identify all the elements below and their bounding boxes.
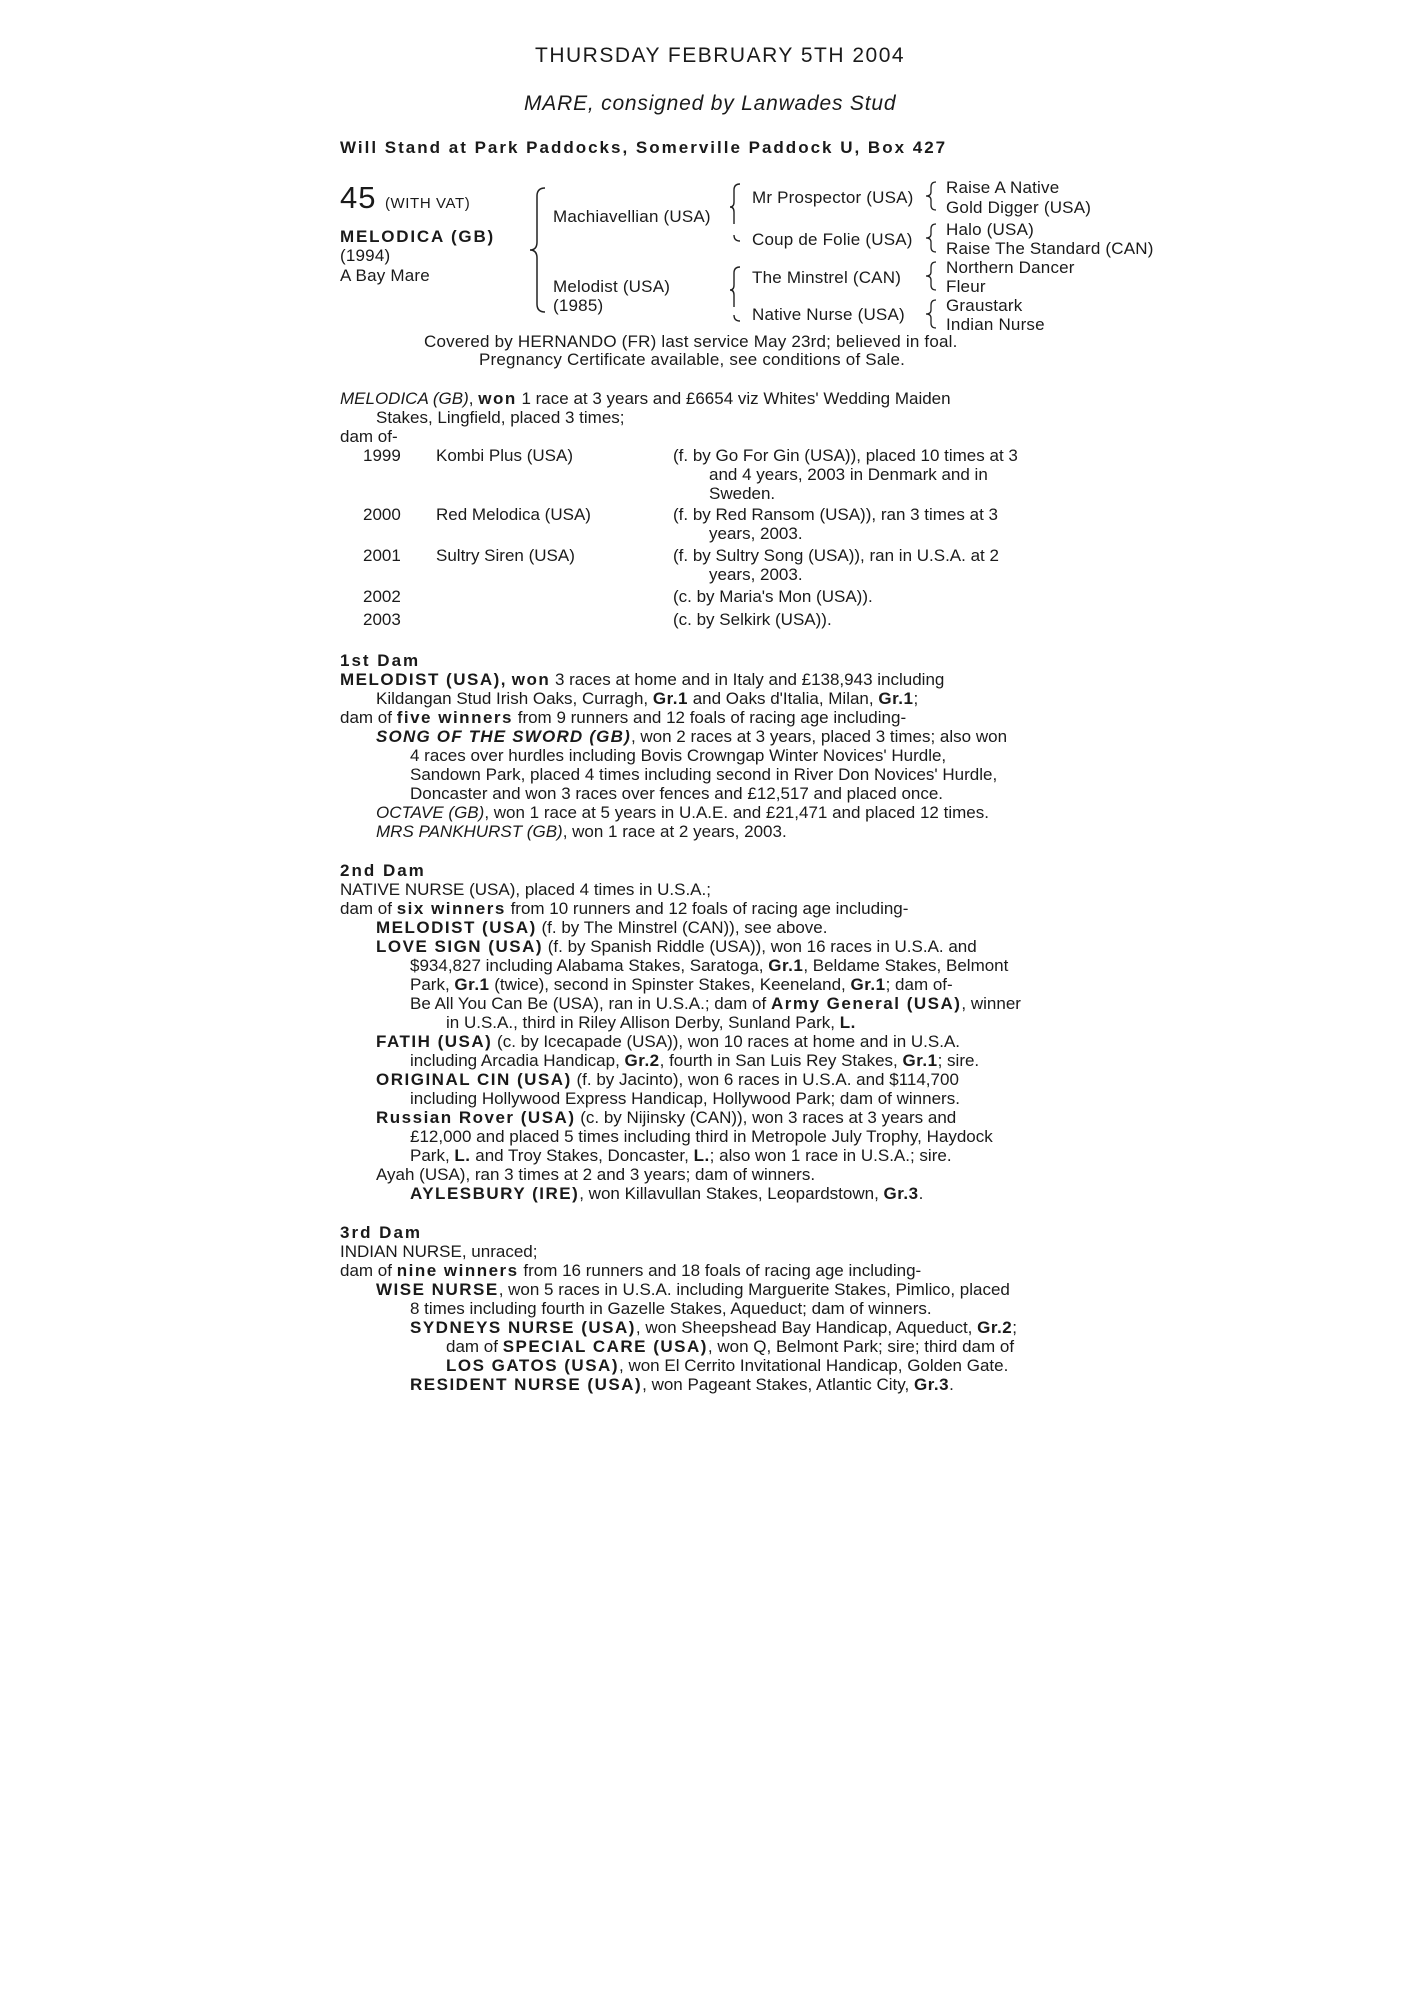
pedigree-ssd: Gold Digger (USA) [946,198,1092,217]
first-dam-section: 1st Dam MELODIST (USA), won 3 races at home and in Italy and £138,943 including Kildangan Stud Irish Oaks, Curragh, Gr.1 and Oaks d'Italia, Milan, Gr.1; dam of five winners from 9 runners and 12 foals of racing age including- SONG OF THE SWORD (GB), won 2 races at 3 years, placed 3 times; also won 4 races over hurdles including Bovis Crowngap Winter Novices' Hurdle, Sandown Park, placed 4 times including second in River Don Novices' Hurdle, Doncaster and won 3 races over fences and £12,517 and placed once. OCTAVE (GB), won 1 race at 5 years in U.A.E. and £21,471 and placed 12 times. MRS PANKHURST (GB), won 1 race at 2 years, 2003. [340,651,1075,841]
pedigree-dam: Melodist (USA) [553,277,671,296]
consignment-line: MARE, consigned by Lanwades Stud [524,92,897,115]
pedigree-sdd: Raise The Standard (CAN) [946,239,1154,258]
pedigree-ds: The Minstrel (CAN) [752,268,902,287]
pedigree-brace-ss [924,178,940,218]
lot-description: A Bay Mare [340,266,430,285]
lot-name: MELODICA (GB) [340,227,495,246]
lot-number-line [340,180,470,216]
pedigree-sd: Coup de Folie (USA) [752,230,913,249]
pedigree-brace-dd [924,296,940,336]
song-of-the-sword: SONG OF THE SWORD (GB) [376,727,631,746]
pedigree-dss: Northern Dancer [946,258,1075,277]
covering-line-2: Pregnancy Certificate available, see conditions of Sale. [479,350,906,369]
pedigree-brace-dam [728,263,744,333]
pedigree-dam-year: (1985) [553,296,604,315]
lot-number: 45 [340,180,377,215]
first-dam-heading: 1st Dam [340,651,421,670]
pedigree-dsd: Fleur [946,277,986,296]
pedigree-ss: Mr Prospector (USA) [752,188,914,207]
catalogue-page: THURSDAY FEBRUARY 5TH 2004 MARE, consigned by Lanwades Stud Will Stand at Park Paddocks, Somerville Paddock U, Box 427 45 (WITH VAT) MELODICA (GB) (1994) A Bay Mare Machiavellian (USA) Melodist (USA) (1985) Mr Prospector (USA) Coup de Folie (USA) The Minstrel (CAN) Native Nurse (USA) Raise A Native Gold Digger (USA) Halo (USA) Raise The Standard (CAN) Northern Dancer Fleur Graustark Indian Nurse Covered by HERNANDO (FR) last service May 23rd; believed in foal. Pregnancy Certificate available, see conditions of Sale. MELODICA (GB), won 1 race at 3 years and £6654 viz Whites' Wedding Maiden Stakes, Lingfield, placed 3 times; dam of- 1999 Kombi Plus (USA) (f. by Go For Gin (USA)), placed 10 times at 3 and 4 years, 2003 in Denmark and in Sweden. 2000 Red Melodica (USA) (f. by Red Ransom (USA)), ran 3 times at 3 years, 2003. 2001 Sultry Siren (USA) (f. by Sultry Song (USA)), ran in U.S.A. at 2 years, 2003. 2002 (c. by Maria's Mon (USA)). 2003 (c. by Selkirk (USA)). 1st Dam MELODIST (USA), won 3 races at home and in Italy and £138,943 including Kildangan Stud Irish Oaks, Curragh, Gr.1 and Oaks d'Italia, Milan, Gr.1; dam of five winners from 9 runners and 12 foals of racing age including- SONG OF THE SWORD (GB), won 2 races at 3 years, placed 3 times; also won 4 races over hurdles including Bovis Crowngap Winter Novices' Hurdle, Sandown Park, placed 4 times including second in River Don Novices' Hurdle, Doncaster and won 3 races over fences and £12,517 and placed once. OCTAVE (GB), won 1 race at 5 years in U.A.E. and £21,471 and placed 12 times. MRS PANKHURST (GB), won 1 race at 2 years, 2003. 2nd Dam NATIVE NURSE (USA), placed 4 times in U.S.A.; dam of six winners from 10 runners and 12 foals of racing age including- MELODIST (USA) (f. by The Minstrel (CAN)), see above. LOVE SIGN (USA) (f. by Spanish Riddle (USA)), won 16 races in U.S.A. and $934,827 including Alabama Stakes, Saratoga, Gr.1, Beldame Stakes, Belmont Park, Gr.1 (twice), second in Spinster Stakes, Keeneland, Gr.1; dam of- Be All You Can Be (USA), ran in U.S.A.; dam of Army General (USA), winner in U.S.A., third in Riley Allison Derby, Sunland Park, L. FATIH (USA) (c. by Icecapade (USA)), won 10 races at home and in U.S.A. including Arcadia Handicap, Gr.2, fourth in San Luis Rey Stakes, Gr.1; sire. ORIGINAL CIN (USA) (f. by Jacinto), won 6 races in U.S.A. and $114,700 including Hollywood Express Handicap, Hollywood Park; dam of winners. Russian Rover (USA) (c. by Nijinsky (CAN)), won 3 races at 3 years and £12,000 and placed 5 times including third in Metropole July Trophy, Haydock Park, L. and Troy Stakes, Doncaster, L.; also won 1 race in U.S.A.; sire. Ayah (USA), ran 3 times at 2 and 3 years; dam of winners. AYLESBURY (IRE), won Killavullan Stakes, Leopardstown, Gr.3. 3rd Dam INDIAN NURSE, unraced; dam of nine winners from 16 runners and 18 foals of racing age including- WISE NURSE, won 5 races in U.S.A. including Marguerite Stakes, Pimlico, placed 8 times including fourth in Gazelle Stakes, Aqueduct; dam of winners. SYDNEYS NURSE (USA), won Sheepshead Bay Handicap, Aqueduct, Gr.2; dam of SPECIAL CARE (USA), won Q, Belmont Park; sire; third dam of LOS GATOS (USA), won El Cerrito Invitational Handicap, Golden Gate. RESIDENT NURSE (USA), won Pageant Stakes, Atlantic City, Gr.3. [340,44,1154,1394]
lot-year: (1994) [340,246,391,265]
pedigree-ddd: Indian Nurse [946,315,1045,334]
pedigree-sire: Machiavellian (USA) [553,207,711,226]
pedigree-brace-sd [924,220,940,260]
produce-mare-name: MELODICA (GB) [340,389,469,408]
dam-of-label: dam of- [340,427,398,446]
pedigree-sss: Raise A Native [946,178,1060,197]
covering-line-1: Covered by HERNANDO (FR) last service May 23rd; believed in foal. [424,332,958,351]
pedigree-sds: Halo (USA) [946,220,1034,239]
sale-date: THURSDAY FEBRUARY 5TH 2004 [535,44,906,67]
second-dam-section: 2nd Dam NATIVE NURSE (USA), placed 4 times in U.S.A.; dam of six winners from 10 runners and 12 foals of racing age including- MELODIST (USA) (f. by The Minstrel (CAN)), see above. LOVE SIGN (USA) (f. by Spanish Riddle (USA)), won 16 races in U.S.A. and $934,827 including Alabama Stakes, Saratoga, Gr.1, Beldame Stakes, Belmont Park, Gr.1 (twice), second in Spinster Stakes, Keeneland, Gr.1; dam of- Be All You Can Be (USA), ran in U.S.A.; dam of Army General (USA), winner in U.S.A., third in Riley Allison Derby, Sunland Park, L. FATIH (USA) (c. by Icecapade (USA)), won 10 races at home and in U.S.A. including Arcadia Handicap, Gr.2, fourth in San Luis Rey Stakes, Gr.1; sire. ORIGINAL CIN (USA) (f. by Jacinto), won 6 races in U.S.A. and $114,700 including Hollywood Express Handicap, Hollywood Park; dam of winners. Russian Rover (USA) (c. by Nijinsky (CAN)), won 3 races at 3 years and £12,000 and placed 5 times including third in Metropole July Trophy, Haydock Park, L. and Troy Stakes, Doncaster, L.; also won 1 race in U.S.A.; sire. Ayah (USA), ran 3 times at 2 and 3 years; dam of winners. AYLESBURY (IRE), won Killavullan Stakes, Leopardstown, Gr.3. [340,861,1075,1203]
pedigree-brace-main [525,180,555,320]
pedigree-dds: Graustark [946,296,1023,315]
vat-note: (WITH VAT) [384,195,471,212]
produce-intro: MELODICA (GB), won 1 race at 3 years and £6654 viz Whites' Wedding Maiden Stakes, Lingfield, placed 3 times; dam of- [340,389,1075,446]
third-dam-section: 3rd Dam INDIAN NURSE, unraced; dam of nine winners from 16 runners and 18 foals of racing age including- WISE NURSE, won 5 races in U.S.A. including Marguerite Stakes, Pimlico, placed 8 times including fourth in Gazelle Stakes, Aqueduct; dam of winners. SYDNEYS NURSE (USA), won Sheepshead Bay Handicap, Aqueduct, Gr.2; dam of SPECIAL CARE (USA), won Q, Belmont Park; sire; third dam of LOS GATOS (USA), won El Cerrito Invitational Handicap, Golden Gate. RESIDENT NURSE (USA), won Pageant Stakes, Atlantic City, Gr.3. [340,1223,1075,1394]
pedigree-brace-sire [728,180,744,250]
pedigree-brace-ds [924,258,940,298]
stand-location: Will Stand at Park Paddocks, Somerville Paddock U, Box 427 [340,138,948,157]
third-dam-heading: 3rd Dam [340,1223,423,1242]
second-dam-heading: 2nd Dam [340,861,426,880]
pedigree-dd: Native Nurse (USA) [752,305,905,324]
